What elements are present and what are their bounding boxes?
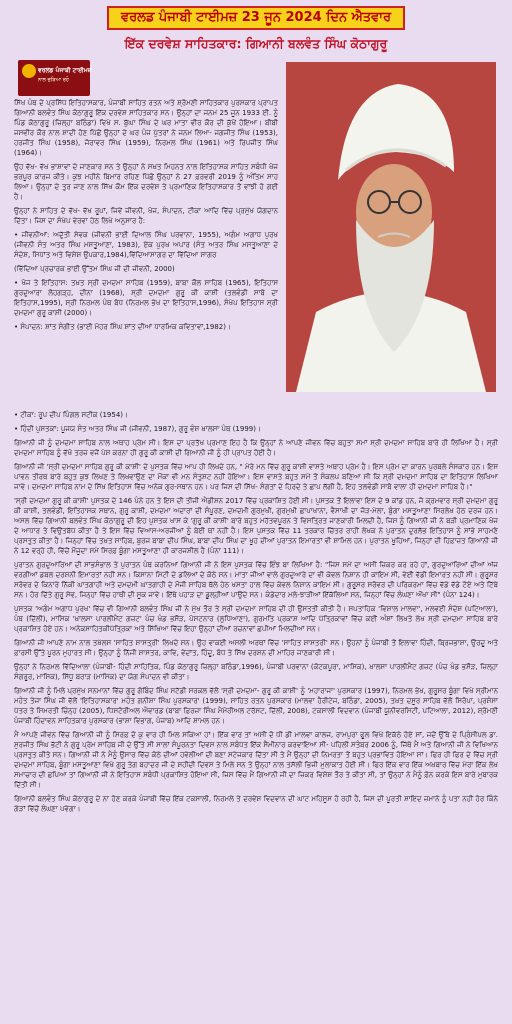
portrait-photo [286,62,496,392]
works-list-item: (ਵਿੱਦਿਆ ਪ੍ਰਚਾਰਕ ਭਾਈ ਉੱਤਮ ਸਿੰਘ ਜੀ ਦੀ ਜੀਵਨੀ, 2000) [14,265,175,273]
article-intro-column [14,98,278,336]
body-paragraph: ਪੁਰਾਤਨ ਗੁਰਦੁਆਰਿਆਂ ਦੀ ਸਾਂਭਸੰਭਾਲ ਤੇ ਪੁਰਾਤਨ ਪੰਥ ਕਰਨਿਆਂ ਗਿਆਨੀ ਜੀ ਨੇ ਇਸ ਪੁਸਤਕ ਵਿੱਚ ਇੰਝ ਬਾ ਲਿਖਿਆ ਹੈ: "ਜਿਸ ਸਮੇਂ ਦਾ ਅਸੀਂ ਜ਼ਿਕਰ ਕਰ ਰਹੇ ਹਾਂ, ਗੁਰਦੁਆਰਿਆਂ ਦੀਆਂ ਅੱਜ ਵਰਗੀਆਂ ਡਬਲ ਦਰਸ਼ਨੀ ਇਮਾਰਤਾਂ ਨਹੀਂ ਸਨ। ਕਿਸਾਨਾ ਮਿੱਟੀ ਦੇ ਡਲਿਆਂ ਦੇ ਕੋਠੇ ਸਨ। ਮਾਤਾ ਜੀਆਂ ਵਾਲੇ ਗੁਰਦੁਆਰੇ ਦਾ ਵੀ ਕੇਵਲ ਨਿਸ਼ਾਨ ਹੀ ਕਾਇਮ ਸੀ, ਵੇਈਂ ਵੱਡੀ ਇਮਾਰਤ ਨਹੀਂ ਸੀ। ਗੁਰੂਸਰ ਸਰੋਵਰ ਦੇ ਕਿਨਾਰੇ ਨਿੱਕੀ ਘਾਤਗਾਹੀ ਅਤੇ ਦਮਦਮੀ ਘਾਤਗਾਹੀ ਦੇ ਮੌਜੀ ਸਾਹਿਬ ਥੱਲੇ ਹੇਠ ਖਸਤਾ ਹਾਲ ਵਿੱਚ ਕੇਵਲ ਨਿਸ਼ਾਨ ਕਾਇਮ ਸੀ। ਗੁਰੂਸਰ ਸਰੋਵਰ ਦੀ ਪਰਿਕਰਮਾ ਵਿੱਚ ਵੱਡੇ ਵੱਡੇ ਟੋਏ ਅਤੇ ਟਿੱਬੇ ਸਨ। ਹੋਰ ਦਿੱਤੇ ਗੁਰੂ ਸੇਵ, ਜਿਨ੍ਹਾਂ ਵਿੱਚ ਹਾਥੀ ਦੀ ਸੂਕ ਜਾਵੇ। ਇੱਥੇ ਪਹਾੜ ਦਾ ਡੂਲ੍ਹੀਆਂ ਪਾਉਂਦੇ ਸਨ। ਕੰਡੇਦਾਰ ਮਲੇ-ਝਾੜੀਆਂ ਇੱਕੱਲਿਆਂ ਸਨ, ਜਿਨ੍ਹਾਂ ਵਿੱਚ ਲੰਘਣਾ ਔਖਾ ਸੀ" (ਪੰਨਾ 124)। [14,561,498,599]
works-list-item: • ਜੀਵਨੀਆਂ: ਅਦੁੱਤੀ ਸੇਵਕ (ਜੀਵਨੀ ਭਾਈ ਦਿਆਲ ਸਿੰਘ ਪਰਵਾਨਾ, 1955), ਅਗੰਮ ਅਗਾਧ ਪੁਰਖ (ਜੀਵਨੀ ਸੰਤ ਅਤਰ ਸਿੰਘ ਮਸਤੂਆਣਾ, 1983), ਏਕ ਪੁਰਖ ਅਪਾਰ (ਸੰਤ ਅਤਰ ਸਿੰਘ ਮਸਤੂਆਣਾ ਦੇ ਸੰਦੇਸ਼, ਸਿਧਾਂਤ ਅਤੇ ਵਿਸ਼ੇਸ਼ ਉਪਕਾਰ,1984),ਵਿੱਦਿਆਸਾਗਰ ਦਾ ਵਿੱਦਿਆ ਸਾਗਰ [14,231,278,259]
intro-paragraph: ਉਨ੍ਹਾਂ ਨੇ ਸਾਹਿਤ ਦੇ ਵੱਖ- ਵੱਖ ਰੂਪਾਂ, ਜਿਵੇਂ ਜੀਵਨੀ, ਖੋਜ, ਸੰਪਾਦਨ, ਟੀਕਾ ਆਦਿ ਵਿੱਚ ਪ੍ਰਮੁੱਖ ਯੋਗਦਾਨ ਦਿੱਤਾ। ਜਿਸ ਦਾ ਸੰਖੇਪ ਵੇਰਵਾ ਹੇਠ ਲਿਖੇ ਅਨੁਸਾਰ ਹੈ: [14,207,278,225]
intro-paragraph: ਸਿੱਖ ਪੰਥ ਦੇ ਪ੍ਰਸਿੱਧ ਇਤਿਹਾਸਕਾਰ, ਪੰਜਾਬੀ ਸਾਹਿਤ ਰਤਨ ਅਤੇ ਸ਼੍ਰੋਮਣੀ ਸਾਹਿਤਕਾਰ ਪੁਰਸਕਾਰ ਪ੍ਰਾਪਤ ਗਿਆਨੀ ਬਲਵੰਤ ਸਿੰਘ ਕੋਠਾਗੁਰੂ ਇੱਕ ਦਰਵੇਸ਼ ਸਾਹਿਤਕਾਰ ਸਨ। ਉਨ੍ਹਾਂ ਦਾ ਜਨਮ 25 ਜੂਨ 1933 ਈ. ਨੂੰ ਪਿੰਡ ਕੋਠਾਗੁਰੂ (ਜ਼ਿਲ੍ਹਾ ਬਠਿੰਡਾ) ਵਿਖੇ ਸ. ਬੁੱਘਾ ਸਿੰਘ ਦੇ ਘਰ ਮਾਤਾ ਵੀਰ ਕੌਰ ਦੀ ਕੁੱਖੋਂ ਹੋਇਆ। ਬੀਬੀ ਜਸਵੀਰ ਕੌਰ ਨਾਲ ਸ਼ਾਦੀ ਹੋਣ ਪਿੱਛੋਂ ਉਨ੍ਹਾਂ ਦੇ ਘਰ ਪੰਜ ਪੁੱਤਰਾਂ ਨੇ ਜਨਮ ਲਿਆ- ਜਗਜੀਤ ਸਿੰਘ (1953), ਹਰਜੀਤ ਸਿੰਘ (1958), ਜੋਰਾਵਰ ਸਿੰਘ (1959), ਨਿਰਮਲ ਸਿੰਘ (1961) ਅਤੇ ਰਿਪਜੀਤ ਸਿੰਘ (1964)। [14,99,278,157]
date-banner-wrap [0,0,512,34]
logo-tagline: ਨਾਲ ਜੁੜਿਆ ਰਹੋ [38,77,69,83]
body-paragraph: ਗਿਆਨੀ ਬਲਵੰਤ ਸਿੰਘ ਕੋਠਾਗੁਰੂ ਦੇ ਨਾ ਹੋਣ ਕਰਕੇ ਪੰਜਾਬੀ ਵਿੱਚ ਇੱਕ ਟਕਸਾਲੀ, ਨਿਰਮਲੇ ਤੇ ਦਰਵੇਸ਼ ਵਿਦਵਾਨ ਦੀ ਘਾਟ ਮਹਿਸੂਸ ਹੋ ਰਹੀ ਹੈ, ਜਿਸ ਦੀ ਪੂਰਤੀ ਸ਼ਾਇਦ ਜ਼ਮਾਨੇ ਨੂੰ ਪਤਾ ਨਹੀਂ ਹੋਰ ਕਿੰਨੇ ਗੇੜਾਂ ਵਿੱਚੋਂ ਲੰਘਣਾ ਪਵੇਗਾ। [14,795,498,813]
works-list-item: • ਹਿੰਦੀ ਪੁਸਤਕਾਂ: ਪੂਜਯ ਸੰਤ ਅਤਰ ਸਿੰਘ ਜੀ (ਜੀਵਨੀ, 1987), ਗੁਰੂ ਵੰਸ਼ ਖ਼ਾਲਸਾ ਪੰਥ (1999)। [14,425,261,433]
article-body [14,410,498,818]
body-paragraph: ਪੁਸਤਕ 'ਅਗੰਮ ਅਗਾਧ ਪੁਰਖ' ਵਿੱਚ ਵੀ ਗਿਆਨੀ ਬਲਵੰਤ ਸਿੰਘ ਜੀ ਨੇ ਮੁੱਖ ਤੌਰ ਤੇ ਸ੍ਰੀ ਦਮਦਮਾ ਸਾਹਿਬ ਦੀ ਹੀ ਉਸਤਤੀ ਕੀਤੀ ਹੈ। ਸਪਤਾਹਿਕ 'ਵਿਸ਼ਾਲ ਮਾਲਵਾ', ਮਲਵਈ ਸੰਦੇਸ਼ (ਪਟਿਆਲਾ), ਪੰਥ (ਦਿੱਲੀ), ਮਾਸਿਕ 'ਖ਼ਾਲਸਾ ਪਾਰਲੀਮੈਂਟ ਗਜ਼ਟ' ਪੰਚ ਖੰਡ ਭਸੌੜ, ਪੋਸਟਨਾਰ (ਲੁਧਿਆਣਾ), ਗੁਰਮਤਿ ਪ੍ਰਕਾਸ਼ ਆਦਿ ਪੱਤ੍ਰਿਕਾਵਾਂ ਵਿੱਚ ਕਈਂ ਅੰਸ਼ਾਂ ਲਿਖਤੇ ਲੇਖ ਸ੍ਰੀ ਦਮਦਮਾ ਸਾਹਿਬ ਬਾਰੇ ਪ੍ਰਕਾਸ਼ਿਤ ਹੋਏ ਹਨ। ਅਨੇਕਸਾਹਿਤਕੀਪੱਤ੍ਰਿਕਾ ਅਤੇ ਸਿੱਖਿਆ ਵਿੱਚ ਇਹਾ ਉਨ੍ਹਾਂ ਦੀਆਂ ਰਚਨਾਵਾਂ ਛਪੀਆਂ ਮਿਲਦੀਆਂ ਸਨ। [14,605,498,633]
logo-emblem-icon [22,64,36,78]
body-paragraph: ਮੈਂ ਆਪਣੇ ਜੀਵਨ ਵਿੱਚ ਗਿਆਨੀ ਜੀ ਨੂੰ ਸਿਰਫ਼ ਦੋ ਕੁ ਵਾਰ ਹੀ ਮਿਲ ਸਕਿਆ ਹਾਂ। ਇੱਕ ਵਾਰ ਤਾਂ ਅਸੀਂ ਦੋ ਧੀ ਡੀ ਮਾਲਵਾ ਕਾਲਜ, ਰਾਮਪੁਰਾ ਫੂਲ ਵਿਖੇ ਇਕੱਠੇ ਹੋਏ ਸਾਂ, ਜਦੋਂ ਉੱਥੇ ਦੇ ਪ੍ਰਿੰਸੀਪਲ ਡਾ. ਸੁਰਜੀਤ ਸਿੰਘ ਭੱਟੀ ਨੇ ਗੁਰੂ ਪ੍ਰੇਮ ਸਾਹਿਬ ਜੀ ਦੇ ਉੱਤੇ ਸੀ ਸਾਲਾਂ ਸੰਪੂਰਨਤਾ ਦਿਵਸ ਨਾਲ ਸਬੰਧਤ ਇੱਕ ਸੈਮੀਨਾਰ ਕਰਵਾਇਆ ਸੀ- ਪਹਿਲੀ ਸਤੰਬਰ 2006 ਨੂੰ, ਜਿੱਥੇ ਮੈਂ ਅਤੇ ਗਿਆਨੀ ਜੀ ਨੇ ਵਿਖਿਆਨ ਪ੍ਰਸਤੁਤ ਕੀਤੇ ਸਨ। ਗਿਆਨੀ ਜੀ ਨੇ ਮੈਨੂੰ ਉਸਾਰ ਵਿੱਚ ਕੋਠੇ ਦੀਆਂ ਹਵੇਲੀਆਂ ਦੀ ਬਣਾ ਸਟੇਜਕਾਰ ਦਿੱਤਾ ਸੀ ਤੇ ਮੈਂ ਉਨ੍ਹਾਂ ਦੀ ਨਿਮਰਤਾ ਤੋਂ ਬਹੁਤ ਪ੍ਰਭਾਵਿਤ ਹੋਇਆ ਸਾਂ। ਫਿਰ ਹੀ ਫਿਰ ਦੇ ਵਿੱਚ ਸ੍ਰੀ ਦਮਦਮਾ ਸਾਹਿਬ, ਬੂੰਗਾ ਮਸਤੂਆਣਾ ਵਿਖੇ ਗੁਰੂ ਤੇਗ ਬਹਾਦਰ ਜੀ ਦੇ ਸ਼ਹੀਦੀ ਦਿਵਸ ਤੇ ਮਿਲੇ ਸਨ ਤੇ ਉਨ੍ਹਾਂ ਨਾਲ ਤਸੱਲੀ ਭਿਜੀ ਮੁਲਾਕਾਤ ਹੋਈ ਸੀ। ਫਿਰ ਇੱਕ ਵਾਰ ਇੱਕ ਅਖ਼ਬਾਰ ਵਿੱਚ ਮੇਰਾ ਇੱਕ ਲੇਖ ਸਮਾਚਾਰ ਦੀ ਛਪਿਆ ਤਾਂ ਗਿਆਨੀ ਜੀ ਨੇ ਇਤਿਹਾਸ ਸਬੰਧੀ ਪ੍ਰਕਾਸ਼ਿਤ ਹੋਇਆ ਸੀ, ਜਿਸ ਵਿੱਚ ਮੈਂ ਗਿਆਨੀ ਜੀ ਦਾ ਜ਼ਿਕਰ ਵਿਸ਼ੇਸ਼ ਤੌਰ ਤੇ ਕੀਤਾ ਸੀ, ਤਾਂ ਉਨ੍ਹਾਂ ਨੇ ਮੈਨੂੰ ਫ਼ੋਨ ਕਰਕੇ ਇਸ ਬਾਰੇ ਮੁਬਾਰਕ ਦਿੱਤੀ ਸੀ। [14,731,498,789]
newspaper-logo [18,60,90,96]
body-paragraph: 'ਸ੍ਰੀ ਦਮਦਮਾ ਗੁਰੂ ਕੀ ਕਾਸ਼ੀ' ਪੁਸਤਕ ਦੇ 146 ਪੰਨੇ ਹਨ ਤੇ ਇਸ ਦੀ ਤੀਜੀ ਐਡੀਸ਼ਨ 2017 ਵਿੱਚ ਪ੍ਰਕਾਸ਼ਿਤ ਹੋਈ ਸੀ। ਪੁਸਤਕ ਤੋਂ ਇਲਾਵਾ ਇਸ ਦੇ 9 ਕਾਂਡ ਹਨ, ਜੋ ਕ੍ਰਮਵਾਰ ਸ੍ਰੀ ਦਮਦਮਾ ਗੁਰੂ ਕੀ ਕਾਸ਼ੀ, ਤਲਵੰਡੀ, ਇਤਿਹਾਸਕ ਸਥਾਨ, ਗੁਰੂ ਕਾਸ਼ੀ, ਦਮਦਮਾ ਅਦਾਰਾਂ ਦੀ ਸੰਪੂਰਣ, ਦਮਦਮੀ ਗੁਰਮੁਖੀ, ਗੁਰਮੁਖੀ ਛਾਪਾਖਾਨਾ, ਵੈਸਾਖੀ ਦਾ ਜੋੜ-ਮੇਲਾ, ਬੁੰਗਾ ਮਸਤੂਆਣਾ ਸਿਰਲੇਖ ਹੇਠ ਦਰਜ ਹਨ। ਅਸਲ ਵਿੱਚ ਗਿਆਨੀ ਬਲਵੰਤ ਸਿੰਘ ਕੋਠਾਗੁਰੂ ਦੀ ਇਹ ਪੁਸਤਕ ਖਾਸ ਕੇ 'ਗੁਰੂ ਕੀ ਕਾਸ਼ੀ' ਬਾਰੇ ਬਹੁਤ ਮਹੱਤਵਪੂਰਨ ਤੇ ਵਿਸਤ੍ਰਿਤ ਜਾਣਕਾਰੀ ਮਿਲਦੀ ਹੈ, ਜਿਸ ਨੂੰ ਗਿਆਨੀ ਜੀ ਨੇ ਬੜੀ ਪ੍ਰਮਾਣਿਕ ਖੋਜ ਦੇ ਆਧਾਰ ਤੇ ਵਿਉਂਤਬੱਧ ਕੀਤਾ ਹੈ ਤੇ ਇਸ ਵਿੱਚ ਵਿਆਸ-ਅਰਜੀਆਂ ਨੂੰ ਬੇਈ ਥਾਂ ਨਹੀਂ ਹੈ। ਇਸ ਪੁਸਤਕ ਵਿੱਚ 11 ਤਰਕਾਰ ਚਿੱਤਰ ਰਾਹੀਂ ਲੇਖਕ ਨੇ ਪੁਰਾਤਨ ਦੁਰਲੱਭ ਇਤਿਹਾਸ ਨੂੰ ਸਾਂਭੇ ਸਾਹਮਣੇ ਪ੍ਰਸਤੁਤ ਕੀਤਾ ਹੈ। ਜਿਨ੍ਹਾਂ ਵਿੱਚ ਤਖ਼ਤ ਸਾਹਿਬ, ਬੁਰਜ ਬਾਬਾ ਦੀਪ ਸਿੰਘ, ਬਾਬਾ ਦੀਪ ਸਿੰਘ ਦਾ ਖੂਹ ਦੀਆਂ ਪੁਰਾਤਨ ਇਮਾਰਤਾਂ ਵੀ ਸ਼ਾਮਿਲ ਹਨ। ਪੁਰਾਤਨ ਖੂਹਿਆਂ, ਜਿਨ੍ਹਾਂ ਦੀ ਹਿਫ਼ਾਜ਼ਤ ਗਿਆਨੀ ਜੀ ਨੇ 12 ਵਰ੍ਹੇ ਹੀ, ਵਿੱਚੋਂ ਮੌਜੂਦਾ ਸਮੇਂ ਸਿਰਫ਼ ਬੂੰਗਾ ਮਸਤੂਆਣਾ ਹੀ ਕਾਰਜਸ਼ੀਲ ਹੈ (ਪੰਨਾ 111)। [14,497,498,555]
body-paragraph: ਗਿਆਨੀ ਜੀ 'ਸ੍ਰੀ ਦਮਦਮਾ ਸਾਹਿਬ ਗੁਰੂ ਕੀ ਕਾਸ਼ੀ' ਦੇ ਪੁਸਤਕ ਵਿੱਚ ਆਪ ਹੀ ਲਿਖਦੇ ਹਨ, " ਮੇਰੇ ਮਨ ਵਿੱਚ ਗੁਰੂ ਕਾਸ਼ੀ ਵਾਸਤੇ ਅਥਾਹ ਪ੍ਰੇਮ ਹੈ। ਇਸ ਪ੍ਰੇਮ ਦਾ ਕਾਰਨ ਪੁਰਬਲੇ ਸੰਸਕਾਰ ਹਨ। ਇਸ ਪਾਵਨ ਤੀਰਥ ਬਾਰੇ ਬਹੁਤ ਕੁਝ ਲਿਖਣ ਤੇ ਲਿਖਵਾਉਣ ਦਾ ਮੌਕਾ ਵੀ ਮਨ ਸੰਤੁਸ਼ਟ ਨਹੀਂ ਹੋਇਆ। ਇਸ ਵਾਸਤੇ ਬਹੁਤ ਸਮੇਂ ਤੋਂ ਸੰਕਲਪ ਬਣਿਆ ਸੀ ਕਿ ਸ੍ਰੀ ਦਮਦਮਾ ਸਾਹਿਬ ਦਾ ਇਤਿਹਾਸ ਲਿਖਿਆ ਜਾਵੇ। ਦਮਦਮਾ ਸਾਹਿਬ ਨਾਮ ਦੇ ਸਿੱਖ ਇਤਿਹਾਸ ਵਿੱਚ ਅਨੇਕ ਗੁਰ-ਸਥਾਨ ਹਨ। ਪਰ ਜਿਸ ਦੀ ਸਿੱਖ- ਸੰਗਤਾਂ ਦੇ ਹਿਰਦੇ ਤੇ ਛਾਪ ਲੱਗੀ ਹੈ, ਇਹ ਤਲਵੰਡੀ ਸਾਬੋ ਵਾਲਾ ਹੀ ਦਮਦਮਾ ਸਾਹਿਬ ਹੈ।" [14,463,498,491]
works-list-item: • ਖੋਜ ਤੇ ਇਤਿਹਾਸ: ਤਖ਼ਤ ਸ੍ਰੀ ਦਮਦਮਾ ਸਾਹਿਬ (1959), ਬਾਬਾ ਕੌਲ ਸਾਹਿਬ (1965), ਇਤਿਹਾਸ ਗੁਰਦੁਆਰਾ ਲੋਹਗੜ੍ਹ, ਦੀਨਾ (1968), ਸ੍ਰੀ ਦਮਦਮਾ ਗੁਰੂ ਕੀ ਕਾਸ਼ੀ (ਤਲਵੰਡੀ ਸਾਬੋ ਦਾ ਇਤਿਹਾਸ,1995), ਸ੍ਰੀ ਨਿਰਮਲ ਪੰਥ ਬੋਧ (ਨਿਰਮਲ ਭੇਖ ਦਾ ਇਤਿਹਾਸ,1996), ਸੰਖੇਪ ਇਤਿਹਾਸ ਸ੍ਰੀ ਦਮਦਮਾ ਗੁਰੂ ਕਾਸ਼ੀ (2000)। [14,279,278,317]
works-list-item: • ਟੀਕਾ: ਰੂਪ ਦੀਪ ਪਿੰਗਲ ਸਟੀਕ (1954)। [14,411,128,419]
body-paragraph: ਗਿਆਨੀ ਜੀ ਆਪਣੇ ਨਾਮ ਨਾਲ ਤਖ਼ੱਲਸ 'ਸਾਹਿਤ ਸ਼ਾਸਤ੍ਰੀ' ਲਿਖਦੇ ਸਨ। ਉਹ ਵਾਕਈ ਅਸਲੀ ਅਰਥਾਂ ਵਿੱਚ 'ਸਾਹਿਤ ਸ਼ਾਸਤਰੀ' ਸਨ। ਉਹਨਾਂ ਨੂੰ ਪੰਜਾਬੀ ਤੋਂ ਇਲਾਵਾ ਹਿੰਦੀ, ਬ੍ਰਿਜਭਾਸ਼ਾ, ਉਰਦੂ ਅਤੇ ਫ਼ਾਰਸੀ ਉੱਤੇ ਪੂਰਨ ਮੁਹਾਰਤ ਸੀ। ਉਨ੍ਹਾਂ ਨੂੰ ਨਿੱਜੀ ਸ਼ਾਸਤਰ, ਕਾਵਿ, ਵੇਦਾਂਤ, ਹਿੰਦੂ, ਬੋਧ ਤੇ ਸਿੱਖ ਦਰਸ਼ਨ ਦੀ ਮਾਹਿਰ ਜਾਣਕਾਰੀ ਸੀ। [14,639,498,657]
portrait-illustration [286,62,496,392]
body-paragraph: ਗਿਆਨੀ ਜੀ ਨੂੰ ਮਿਲੇ ਪ੍ਰਮੁੱਖ ਸਨਮਾਨਾਂ ਵਿੱਚ ਗੁਰੂ ਗੋਬਿੰਦ ਸਿੰਘ ਸਟੱਡੀ ਸਰਕਲ ਵੱਲੋਂ 'ਸ੍ਰੀ ਦਮਦਮਾ- ਗੁਰੂ ਕੀ ਕਾਸ਼ੀ' ਨੂੰ 'ਮਹਾਰਾਜਾ' ਪੁਰਸਕਾਰ (1997), ਨਿਰਮਲ ਭੇਖ, ਗੁਰੂਸਰ ਬੂੰਗਾ ਵਿਖੇ ਸ੍ਰੀਮਾਨ ਮਹੰਤ ਤੇਜਾ ਸਿੰਘ ਜੀ ਵੱਲੋਂ 'ਇਤਿਹਾਸਕਾਰ' ਮਹੰਤ ਗਨੀਸ਼ਾ ਸਿੰਘ ਪੁਰਸਕਾਰ' (1999), ਸਾਹਿਤ ਰਤਨ ਪੁਰਸਕਾਰ (ਮਾਲਵਾ ਹੈਰੀਟੇਜ, ਬਠਿੰਡਾ, 2005), ਤਖ਼ਤ ਦਸੂਰ ਸਾਹਿਬ ਵੱਲੋਂ ਸਿਰੋਪਾ, ਪ੍ਰਸ਼ੰਸਾ ਪੱਤਰ ਤੇ ਸਿਮਰਤੀ ਚਿੰਨ੍ਹ (2005), ਧਿਸਟੋਰੀਅਲ ਐਵਾਰਡ (ਬਾਬਾ ਫ਼ਿਰਜ਼ਾ ਸਿੰਘ ਮੈਮੋਰੀਅਲ ਟਰੱਸਟ, ਦਿੱਲੀ, 2008), ਟਕਸਾਲੀ ਵਿਦਵਾਨ (ਪੰਜਾਬੀ ਯੂਨੀਵਰਸਿਟੀ, ਪਟਿਆਲਾ, 2012), ਸ਼੍ਰੋਮਣੀ ਪੰਜਾਬੀ ਹਿੰਦਾਵਨ ਸਾਹਿਤਕਾਰ ਪੁਰਸਕਾਰ (ਭਾਸ਼ਾ ਵਿਭਾਗ, ਪੰਜਾਬ) ਆਦਿ ਸ਼ਾਮਲ ਹਨ। [14,687,498,725]
date-banner: ਵਰਲਡ ਪੰਜਾਬੀ ਟਾਈਮਜ਼ 23 ਜੂਨ 2024 ਦਿਨ ਐਤਵਾਰ [107,6,405,30]
logo-title: ਵਰਲਡ ਪੰਜਾਬੀ ਟਾਈਮਜ਼ [38,67,92,74]
body-paragraph: ਉਨ੍ਹਾਂ ਨੇ ਨਿਰਮਲ ਵਿੱਦਿਆਲਾ (ਪੰਜਾਬੀ- ਹਿੰਦੀ ਸਾਹਿਤਿਕ, ਪਿੰਡ ਕੋਠਾਗੁਰੂ ਜ਼ਿਲ੍ਹਾ ਬਠਿੰਡਾ,1996), ਪੰਜਾਬੀ ਪਰਵਾਨਾ (ਕੋਟਕਪੂਰਾ, ਮਾਸਿਕ), ਖ਼ਾਲਸਾ ਪਾਰਲੀਮੈਂਟ ਗਜ਼ਟ (ਪੰਚ ਖੰਡ ਭਸੌੜ, ਜ਼ਿਲ੍ਹਾ ਸੰਗਰੂਰ, ਮਾਸਿਕ), ਸਿੱਧੂ ਬਰਾੜ (ਮਾਸਿਕ) ਦਾ ਯੋਗ ਸੰਪਾਦਨ ਵੀ ਕੀਤਾ। [14,663,498,681]
body-paragraph: ਗਿਆਨੀ ਜੀ ਨੂੰ ਦਮਦਮਾ ਸਾਹਿਬ ਨਾਲ ਅਥਾਹ ਪ੍ਰੇਮ ਸੀ। ਇਸ ਦਾ ਪ੍ਰਤੱਖ ਪ੍ਰਮਾਣ ਇਹ ਹੈ ਕਿ ਉਨ੍ਹਾਂ ਨੇ ਆਪਣੇ ਜੀਵਨ ਵਿੱਚ ਬਹੁਤਾ ਸਮਾਂ ਸ੍ਰੀ ਦਮਦਮਾ ਸਾਹਿਬ ਬਾਰੇ ਹੀ ਲਿਖਿਆ ਹੈ। ਸ੍ਰੀ ਦਮਦਮਾ ਸਾਹਿਬ ਨੂੰ ਵੱਖੋ ਤਰਜ਼ ਵਜੋਂ ਪੇਸ਼ ਕਰਨਾ ਹੀ ਗੁਰੂ ਕੀ ਕਾਸ਼ੀ ਦੀ ਗਿਆਨੀ ਜੀ ਨੂੰ ਹੀ ਪ੍ਰਾਪਤ ਹੋਈ ਹੈ। [14,439,498,457]
intro-paragraph: ਉਹ ਵੱਖ- ਵੱਖ ਭਾਸ਼ਾਵਾਂ ਦੇ ਜਾਣਕਾਰ ਸਨ ਤੇ ਉਨ੍ਹਾਂ ਨੇ ਸਖ਼ਤ ਮਿਹਨਤ ਨਾਲ ਇਤਿਹਾਸਕ ਸਾਹਿਤ ਸਬੰਧੀ ਖੋਜ ਭਰਪੂਰ ਕਾਰਜ ਕੀਤੇ। ਕੁਝ ਮਹੀਨੇ ਬਿਮਾਰ ਰਹਿਣ ਪਿੱਛੋਂ ਉਨ੍ਹਾਂ ਨੇ 27 ਫ਼ਰਵਰੀ 2019 ਨੂੰ ਅੰਤਿਮ ਸਾਹ ਲਿਆ। ਉਨ੍ਹਾਂ ਦੇ ਤੁਰ ਜਾਣ ਨਾਲ ਸਿੱਖ ਕੌਮ ਇੱਕ ਦਰਵੇਸ਼ ਤੇ ਪ੍ਰਮਾਣਿਕ ਇਤਿਹਾਸਕਾਰ ਤੋਂ ਵਾਂਝੀ ਹੋ ਗਈ ਹੈ। [14,163,278,201]
works-list-item: • ਸੰਪਾਦਨ: ਸ਼ਾਂਤ ਸੰਗੀਤ (ਭਾਈ ਮੋਹਰ ਸਿੰਘ ਸ਼ਾਂਤ ਦੀਆਂ ਧਾਰਮਿਕ ਕਵਿਤਾਵਾਂ,1982)। [14,323,231,331]
article-headline: ਇੱਕ ਦਰਵੇਸ਼ ਸਾਹਿਤਕਾਰ: ਗਿਆਨੀ ਬਲਵੰਤ ਸਿੰਘ ਕੋਠਾਗੁਰੂ [124,36,388,51]
